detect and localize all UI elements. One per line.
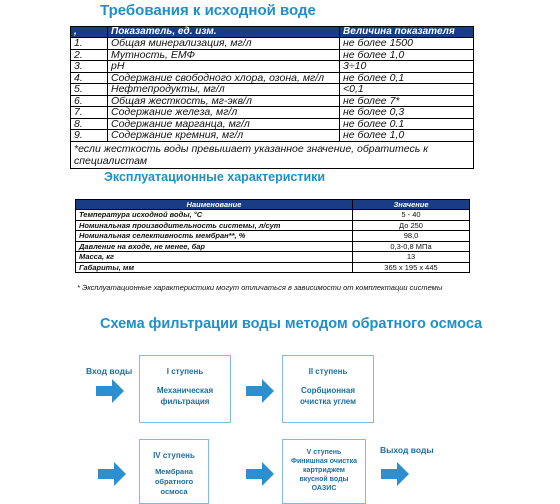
arrow-right-icon — [96, 379, 124, 403]
stage-5-text: Финишная очистка картриджем вкусной воды ОАЗИС — [291, 458, 357, 492]
arrow-right-icon — [381, 462, 409, 486]
row-num: 9. — [71, 130, 108, 142]
row-num: 4. — [71, 72, 108, 84]
table-header-row — [76, 200, 470, 210]
stage-2-text: Сорбционная очистка углем — [299, 386, 357, 406]
row-name: Температура исходной воды, °С — [76, 210, 353, 221]
header-parameter: Показатель, ед. изм. — [108, 27, 340, 38]
row-num: 7. — [71, 107, 108, 119]
row-value: 0,3-0,8 МПа — [353, 241, 470, 252]
stage-4-box — [139, 439, 209, 504]
row-value: не более 1500 — [340, 38, 474, 50]
row-value: не более 1,0 — [340, 49, 474, 61]
row-value: 3÷10 — [340, 61, 474, 73]
table-row — [76, 220, 470, 231]
table-row — [71, 84, 474, 96]
operating-footnote: * Эксплуатационные характеристики могут отличаться в зависимости от комплектации системы — [77, 283, 443, 292]
row-name: Номинальная производительность системы, л/сут — [76, 220, 353, 231]
table-row — [76, 210, 470, 221]
table-row — [71, 72, 474, 84]
row-value: не более 0,1 — [340, 72, 474, 84]
row-parameter: Содержание кремния, мг/л — [108, 130, 340, 142]
table-row — [71, 130, 474, 142]
row-parameter: Нефтепродукты, мг/л — [108, 84, 340, 96]
stage-4-text: Мембрана обратного осмоса — [154, 467, 194, 496]
table-row — [71, 38, 474, 50]
row-parameter: Мутность, ЕМФ — [108, 49, 340, 61]
row-num: 8. — [71, 118, 108, 130]
stage-4-title: IV ступень — [153, 451, 195, 460]
row-num: 6. — [71, 95, 108, 107]
heading-operating: Эксплуатационные характеристики — [104, 170, 326, 184]
row-value: 5 - 40 — [353, 210, 470, 221]
table-row — [71, 49, 474, 61]
heading-scheme: Схема фильтрации воды методом обратного осмоса — [100, 316, 483, 332]
row-value: 13 — [353, 252, 470, 263]
row-parameter: Содержание железа, мг/л — [108, 107, 340, 119]
row-parameter: Содержание марганца, мг/л — [108, 118, 340, 130]
table-row — [71, 61, 474, 73]
row-value: До 250 — [353, 220, 470, 231]
row-value: 98,0 — [353, 231, 470, 242]
table-row — [76, 262, 470, 273]
stage-1-title: I ступень — [166, 367, 204, 376]
header-value: Величина показателя — [340, 27, 474, 38]
row-value: не более 0.1 — [340, 118, 474, 130]
stage-2-box — [282, 355, 374, 423]
table-note-row — [71, 141, 474, 168]
row-value: 365 x 195 x 445 — [353, 262, 470, 273]
table-note: *если жесткость воды превышает указанное значение, обратитесь к специалистам — [71, 141, 474, 168]
header-name: Наименование — [76, 200, 353, 210]
table-row — [71, 95, 474, 107]
row-name: Масса, кг — [76, 252, 353, 263]
water-output-label: Выход воды — [380, 445, 434, 455]
row-value: <0,1 — [340, 84, 474, 96]
water-input-label: Вход воды — [86, 366, 133, 376]
operating-table — [75, 199, 470, 273]
table-header-row — [71, 27, 474, 38]
arrow-right-icon — [246, 379, 274, 403]
stage-5-box — [282, 439, 366, 504]
row-name: Давление на входе, не менее, бар — [76, 241, 353, 252]
table-row — [76, 231, 470, 242]
row-parameter: Общая жесткость, мг-экв/л — [108, 95, 340, 107]
table-row — [76, 241, 470, 252]
requirements-table — [70, 26, 474, 169]
row-num: 1. — [71, 38, 108, 50]
table-row — [76, 252, 470, 263]
row-num: 3. — [71, 61, 108, 73]
row-num: 2. — [71, 49, 108, 61]
arrow-right-icon — [246, 462, 274, 486]
arrow-right-icon — [98, 462, 126, 486]
row-value: не более 1,0 — [340, 130, 474, 142]
stage-1-box — [139, 355, 231, 423]
row-value: не более 7* — [340, 95, 474, 107]
stage-2-title: II ступень — [308, 367, 348, 376]
stage-5-title: V ступень — [306, 449, 342, 456]
row-parameter: Содержание свободного хлора, озона, мг/л — [108, 72, 340, 84]
stage-1-text: Механическая фильтрация — [156, 386, 214, 406]
row-parameter: Общая минерализация, мг/л — [108, 38, 340, 50]
row-name: Габариты, мм — [76, 262, 353, 273]
header-num: , — [71, 27, 108, 38]
table-row — [71, 107, 474, 119]
header-value: Значение — [353, 200, 470, 210]
heading-requirements: Требования к исходной воде — [100, 2, 316, 19]
table-row — [71, 118, 474, 130]
row-num: 5. — [71, 84, 108, 96]
row-name: Номинальная селективность мембран**, % — [76, 231, 353, 242]
row-value: не более 0,3 — [340, 107, 474, 119]
row-parameter: pH — [108, 61, 340, 73]
